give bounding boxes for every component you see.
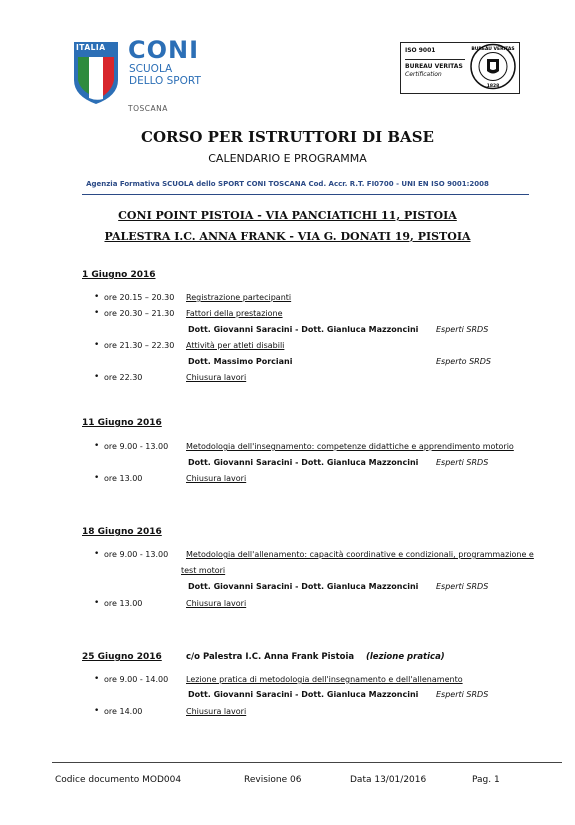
footer-date: Data 13/01/2016 (350, 775, 427, 785)
item-description: Registrazione partecipanti (186, 293, 292, 302)
footer-document-code: Codice documento MOD004 (55, 775, 182, 785)
day-4-venue-type: (lezione pratica) (366, 652, 445, 662)
bullet-icon: • (94, 372, 100, 382)
item-speakers: Dott. Giovanni Saracini - Dott. Gianluca Mazzoncini (188, 582, 419, 591)
seal-year: 1828 (486, 84, 500, 89)
item-description: Chiusura lavori (186, 373, 247, 382)
seal-top-text: BUREAU VERITAS (471, 47, 515, 52)
bullet-icon: • (94, 340, 100, 350)
venue-line-2: PALESTRA I.C. ANNA FRANK - VIA G. DONATI 19, PISTOIA (104, 230, 471, 243)
header-rule (82, 194, 529, 195)
item-description: Chiusura lavori (186, 474, 247, 483)
day-3-date: 18 Giugno 2016 (82, 527, 162, 537)
item-role: Esperto SRDS (436, 357, 491, 366)
item-role: Esperti SRDS (436, 690, 489, 699)
item-role: Esperti SRDS (436, 582, 489, 591)
item-time: ore 21.30 – 22.30 (104, 341, 175, 350)
iso-cert-label: Certification (405, 71, 442, 78)
agency-line: Agenzia Formativa SCUOLA dello SPORT CONI TOSCANA Cod. Accr. R.T. FI0700 - UNI EN ISO 9001:2008 (86, 180, 489, 188)
item-description: Fattori della prestazione (186, 309, 283, 318)
footer-revision: Revisione 06 (244, 775, 302, 785)
item-time: ore 22.30 (104, 373, 143, 382)
item-time: ore 9.00 - 13.00 (104, 442, 169, 451)
item-speakers: Dott. Giovanni Saracini - Dott. Gianluca Mazzoncini (188, 325, 419, 334)
coni-subtitle (129, 63, 201, 87)
day-2-date: 11 Giugno 2016 (82, 418, 162, 428)
logo-flag-text: ITALIA (76, 43, 106, 52)
item-description-continued: test motori (181, 566, 226, 575)
item-description: Attività per atleti disabili (186, 341, 285, 350)
iso-organization: BUREAU VERITAS (405, 63, 463, 70)
bullet-icon: • (94, 706, 100, 716)
coni-subtitle-line1: SCUOLA (129, 63, 173, 75)
bullet-icon: • (94, 473, 100, 483)
day-4-venue-note: c/o Palestra I.C. Anna Frank Pistoia (186, 652, 355, 662)
item-speakers: Dott. Giovanni Saracini - Dott. Gianluca Mazzoncini (188, 458, 419, 467)
item-time: ore 20.30 – 21.30 (104, 309, 175, 318)
item-time: ore 14.00 (104, 707, 143, 716)
day-1-date: 1 Giugno 2016 (82, 270, 156, 280)
bullet-icon: • (94, 441, 100, 451)
item-description: Chiusura lavori (186, 707, 247, 716)
document-title: CORSO PER ISTRUTTORI DI BASE (141, 128, 434, 146)
day-4-date: 25 Giugno 2016 (82, 652, 162, 662)
item-description: Lezione pratica di metodologia dell'insegnamento e dell'allenamento (186, 675, 463, 684)
item-role: Esperti SRDS (436, 325, 489, 334)
document-subtitle: CALENDARIO E PROGRAMMA (208, 152, 367, 165)
iso-certification-text (405, 47, 465, 79)
bullet-icon: • (94, 549, 100, 559)
coni-wordmark: CONI (128, 36, 200, 64)
footer-page: Pag. 1 (472, 775, 500, 785)
coni-region: TOSCANA (128, 104, 168, 113)
item-time: ore 20.15 – 20.30 (104, 293, 175, 302)
item-description: Chiusura lavori (186, 599, 247, 608)
bullet-icon: • (94, 674, 100, 684)
bullet-icon: • (94, 598, 100, 608)
venue-line-1: CONI POINT PISTOIA - VIA PANCIATICHI 11, PISTOIA (118, 209, 457, 222)
item-time: ore 13.00 (104, 474, 143, 483)
item-time: ore 13.00 (104, 599, 143, 608)
item-role: Esperti SRDS (436, 458, 489, 467)
iso-divider (405, 55, 465, 60)
bureau-veritas-seal (470, 43, 516, 90)
item-description: Metodologia dell'insegnamento: competenze didattiche e apprendimento motorio (186, 442, 514, 451)
item-description: Metodologia dell'allenamento: capacità coordinative e condizionali, programmazione e (186, 550, 534, 559)
item-time: ore 9.00 - 13.00 (104, 550, 169, 559)
item-time: ore 9.00 - 14.00 (104, 675, 169, 684)
bullet-icon: • (94, 292, 100, 302)
item-speakers: Dott. Giovanni Saracini - Dott. Gianluca Mazzoncini (188, 690, 419, 699)
item-speakers: Dott. Massimo Porciani (188, 357, 293, 366)
footer-rule (52, 762, 562, 763)
iso-standard: ISO 9001 (405, 47, 436, 54)
bullet-icon: • (94, 308, 100, 318)
coni-subtitle-line2: DELLO SPORT (129, 75, 201, 87)
